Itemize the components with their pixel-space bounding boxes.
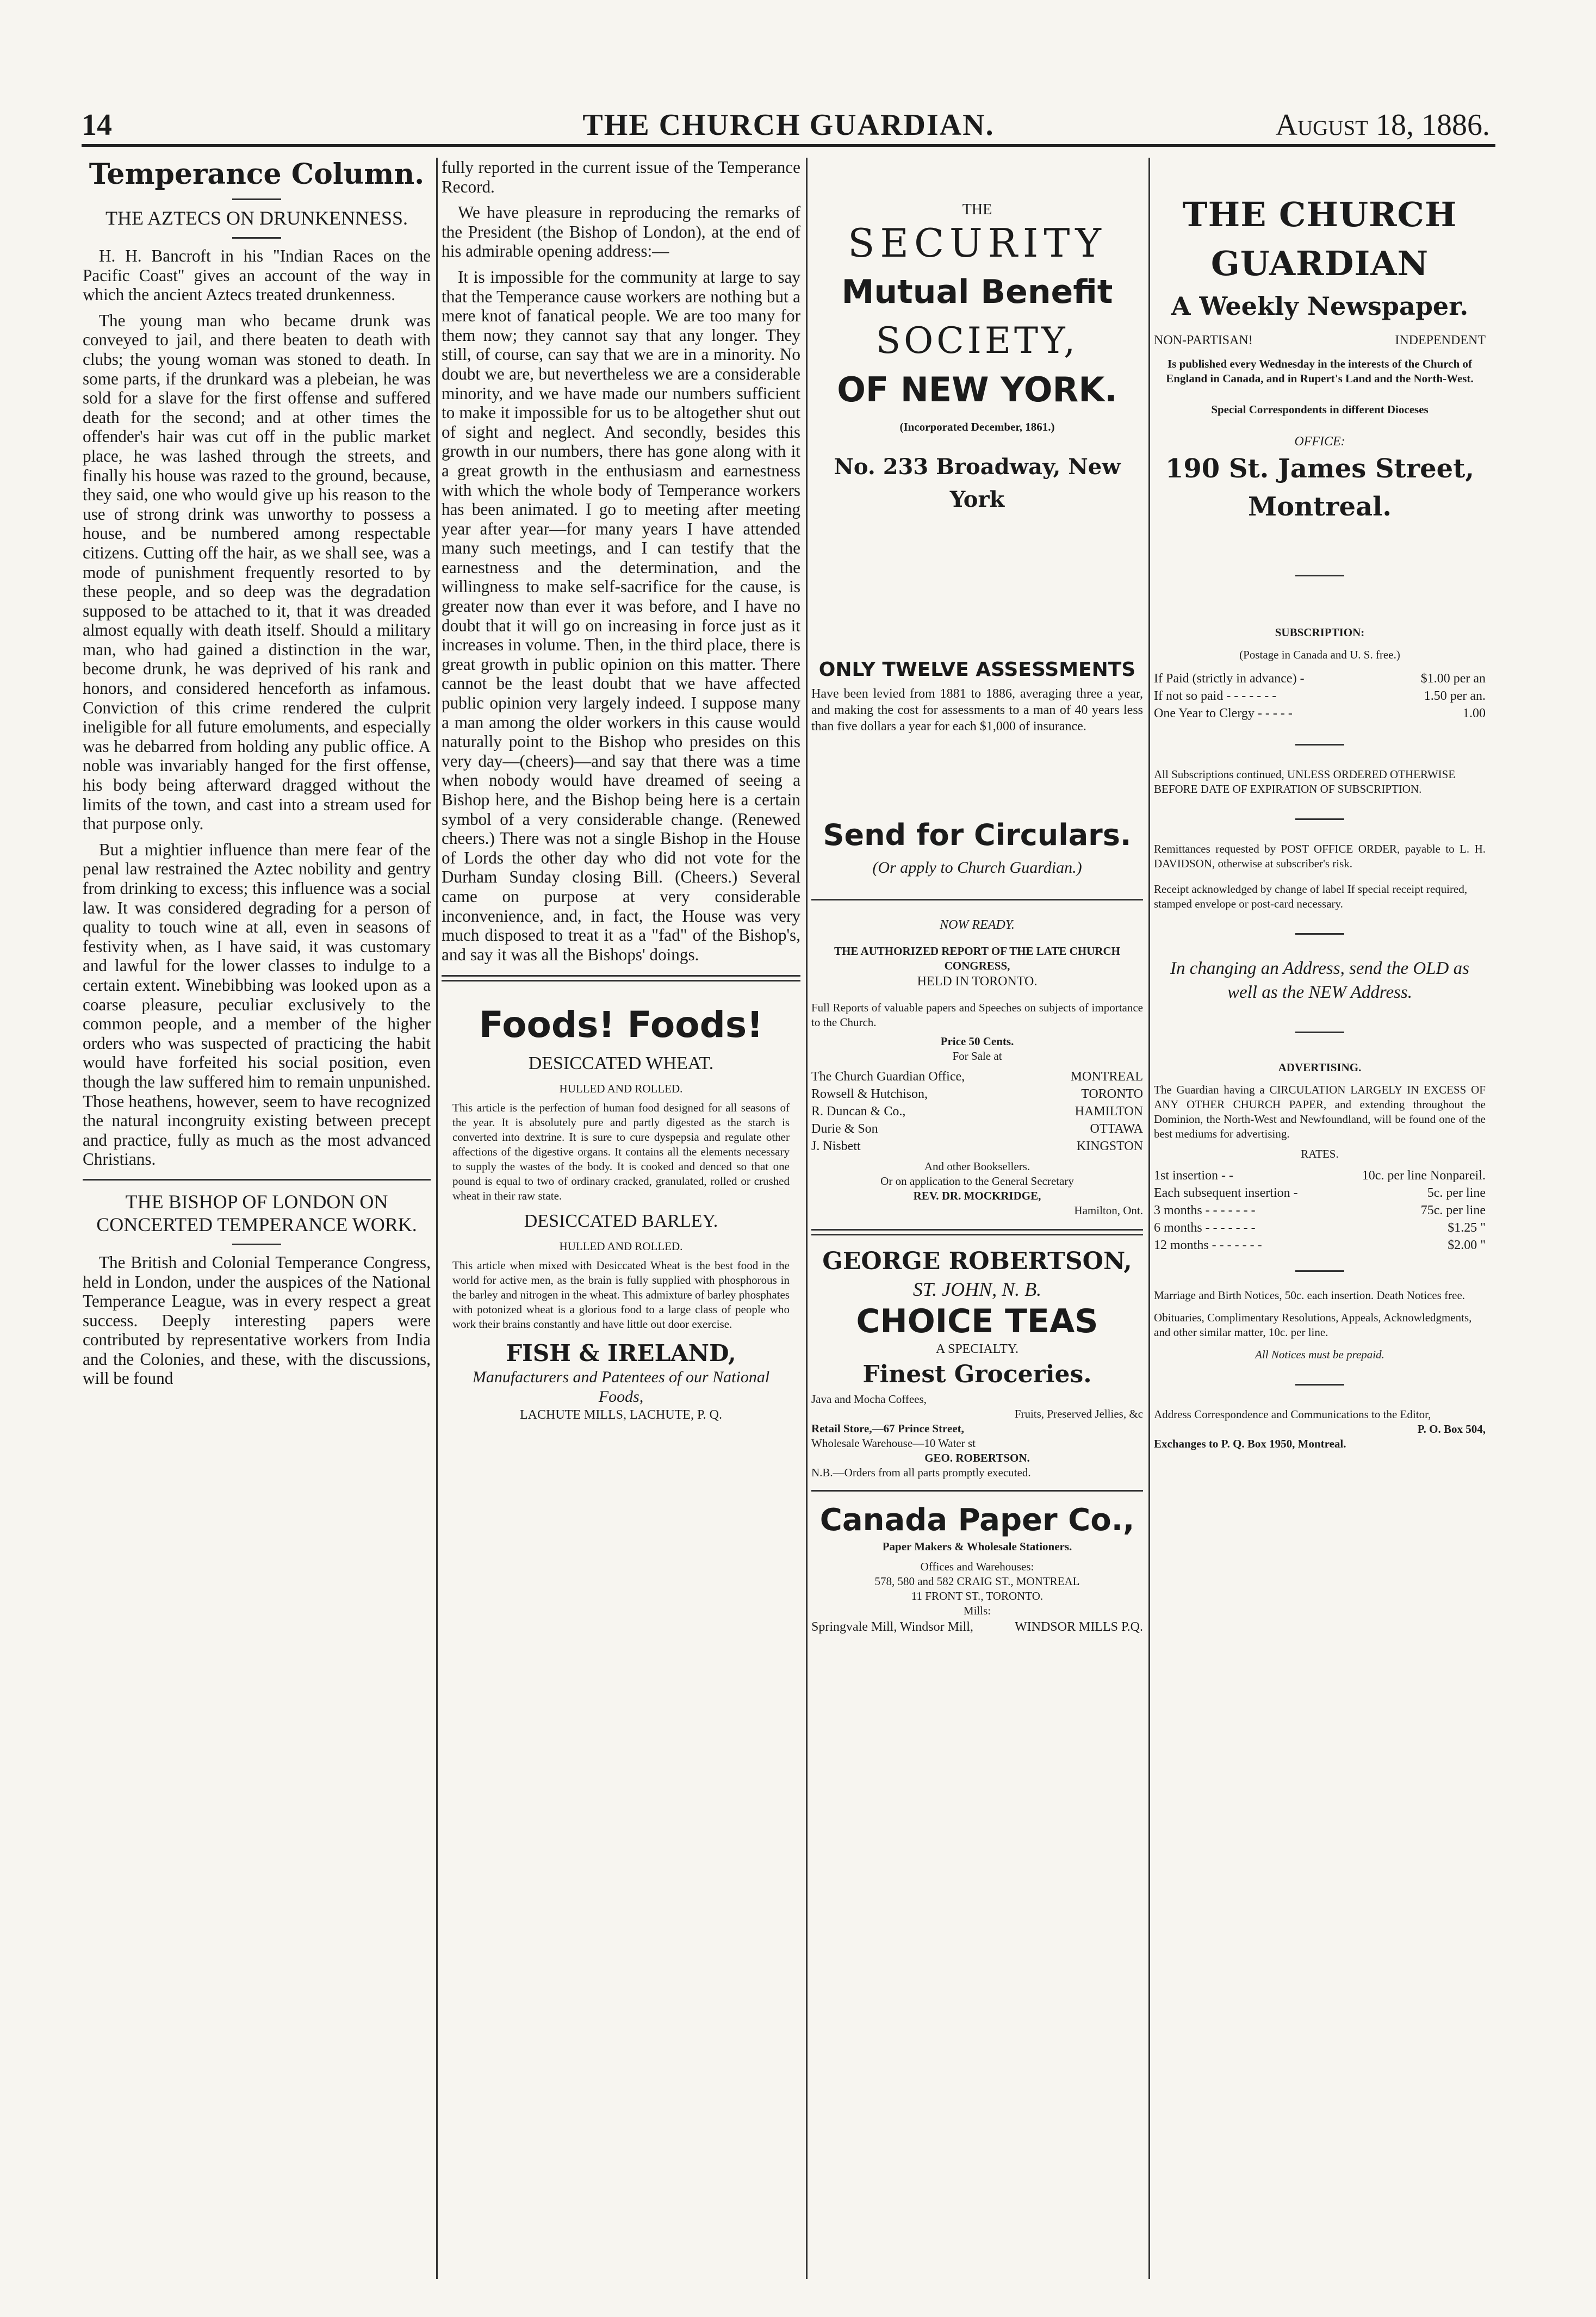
page-number: 14 bbox=[82, 108, 112, 142]
ad-maker: FISH & IRELAND, bbox=[506, 1340, 736, 1367]
ad-subtitle: HULLED AND ROLLED. bbox=[559, 1082, 683, 1096]
divider bbox=[1295, 1032, 1344, 1033]
seller-city: OTTAWA bbox=[1090, 1122, 1143, 1136]
rate-label: 12 months - - - - - - - bbox=[1154, 1238, 1262, 1252]
divider bbox=[1295, 1384, 1344, 1386]
report-secretary: REV. DR. MOCKRIDGE, bbox=[913, 1189, 1041, 1202]
po-box: P. O. Box 504, bbox=[1417, 1422, 1486, 1436]
divider bbox=[811, 1490, 1143, 1492]
robertson-signature: GEO. ROBERTSON. bbox=[924, 1451, 1030, 1464]
subscription-heading: SUBSCRIPTION: bbox=[1275, 626, 1365, 639]
ad-title-society: SOCIETY, bbox=[875, 320, 1079, 362]
guardian-title: THE CHURCH GUARDIAN bbox=[1182, 195, 1457, 283]
ad-product: DESICCATED BARLEY. bbox=[524, 1211, 718, 1232]
obituaries-note: Obituaries, Complimentary Resolutions, Appeals, Acknowledgments, and other similar matter, 10c. per line. bbox=[1154, 1311, 1472, 1339]
rate-value: $1.00 per an bbox=[1420, 672, 1486, 686]
foods-ad bbox=[442, 992, 800, 1423]
report-ad bbox=[811, 917, 1143, 1218]
report-title: THE AUTHORIZED REPORT OF THE LATE CHURCH CONGRESS, bbox=[834, 945, 1120, 972]
rate-value: 10c. per line Nonpareil. bbox=[1362, 1169, 1486, 1183]
column-divider bbox=[1148, 158, 1150, 2279]
divider bbox=[232, 198, 281, 200]
article-paragraph: But a mightier influence than mere fear of the penal law restrained the Aztec nobility and gentry from drinking to excess; this influence was a social law. It was considered degrading for a person of quality to touch wine at all, even in seasons of festivity when, as I have said, it was customary and lawful for the lower classes to indulge to a certain extent. Winebibbing was looked upon as a coarse pleasure, peculiar exclusively to the common people, and a member of the higher orders who was suspected of practicing the habit would have forfeited his social position, even though the law suffered him to remain unpunished. Those heathens, however, seem to have recognized the natural incongruity existing between precept and practice, fully as much as the most advanced Christians. bbox=[83, 840, 431, 1169]
rate-value: 1.50 per an. bbox=[1424, 689, 1486, 703]
paper-co-ad bbox=[811, 1501, 1143, 1636]
guardian-office-label: OFFICE: bbox=[1294, 434, 1345, 449]
divider bbox=[811, 899, 1143, 900]
seller-city: MONTREAL bbox=[1070, 1070, 1143, 1084]
report-other: And other Booksellers. bbox=[924, 1160, 1030, 1173]
divider bbox=[1295, 1270, 1344, 1272]
article-paragraph: H. H. Bancroft in his "Indian Races on the Pacific Coast" gives an account of the way in which the ancient Aztecs treated drunkenness. bbox=[83, 246, 431, 305]
section-title: Temperance Column. bbox=[89, 158, 425, 191]
guardian-independent: INDEPENDENT bbox=[1395, 333, 1486, 347]
ad-rate-row bbox=[1154, 1167, 1486, 1184]
marriage-notices: Marriage and Birth Notices, 50c. each insertion. Death Notices free. bbox=[1154, 1289, 1465, 1302]
divider bbox=[811, 1229, 1143, 1235]
paper-co-mill-row bbox=[811, 1618, 1143, 1636]
guardian-nonpartisan: NON-PARTISAN! bbox=[1154, 333, 1253, 347]
column-divider bbox=[436, 158, 438, 2279]
seller-row bbox=[811, 1085, 1143, 1103]
correspondence-note: Address Correspondence and Communications to the Editor, bbox=[1154, 1408, 1431, 1421]
paper-co-address: 578, 580 and 582 CRAIG ST., MONTREAL bbox=[874, 1575, 1080, 1588]
ad-text: This article is the perfection of human food designed for all seasons of the year. It is absolutely pure and partly digested as the starch is converted into dextrine. It is sure to cure dyspepsia and regulate other affections of the digestive organs. It contains all the elements necessary to supply the wastes of the body. It is cooked and denced so that one pound is equal to two of ordinary cracked, granulated, rolled or crushed wheat in their raw state. bbox=[452, 1101, 790, 1203]
ad-circulars: Send for Circulars. bbox=[823, 818, 1132, 852]
ad-rate-row bbox=[1154, 1237, 1486, 1254]
paper-co-sub: Paper Makers & Wholesale Stationers. bbox=[882, 1540, 1072, 1553]
seller-city: HAMILTON bbox=[1075, 1104, 1143, 1119]
guardian-office-address: 190 St. James Street, Montreal. bbox=[1165, 454, 1475, 522]
ad-title-newyork: OF NEW YORK. bbox=[837, 370, 1117, 409]
guardian-weekly: A Weekly Newspaper. bbox=[1171, 291, 1469, 321]
robertson-name: GEORGE ROBERTSON, bbox=[822, 1247, 1132, 1275]
column-temperance bbox=[83, 158, 431, 2284]
robertson-wholesale: Wholesale Warehouse—10 Water st bbox=[811, 1437, 976, 1450]
article-paragraph: The British and Colonial Temperance Congress, held in London, under the auspices of the National Temperance League, was in every respect a great success. Deeply interesting papers were contributed by representative workers from India and the Colonies, and these, with the discussions, will be found bbox=[83, 1252, 431, 1388]
article-paragraph: It is impossible for the community at large to say that the Temperance cause workers are nothing but a mere knot of fanatical people. We are too many for them now; they cannot say that any longer. They still, of course, can say that we are in a minority. No doubt we are, but nevertheless we are a considerable minority, and we have made our numbers sufficient to make it impossible for us to be altogether shut out of sight and neglect. And secondly, besides this growth in our numbers, there has gone along with it a great growth in the enthusiasm and earnestness with which the whole body of Temperance workers has been animated. I go to meeting after meeting year after year—for many years I have attended many such meetings, and I can testify that the earnestness and the determination, and the willingness to make self-sacrifice for the cause, is greater now than ever it was before, and I have no doubt that it will go on increasing in force just as it increases in volume. Then, in the third place, there is great growth in public opinion on this matter. There cannot be the least doubt that we have affected public opinion very largely indeed. I suppose many a man among the older workers in this cause would naturally point to the Bishop who presides on this very day—(cheers)—and say that there was a time when nobody would have dreamed of seeing a Bishop here, and the Bishop being here is a certain symbol of a very considerable change. (Renewed cheers.) There was not a single Bishop in the House of Lords the other day who did not vote for the Durham Sunday closing Bill. (Cheers.) Several came on purpose at very considerable inconvenience, and, in fact, the House was very much disposed to treat it as a "fad" of the Bishop's, and say it was all the Bishops' doings. bbox=[442, 267, 800, 964]
rate-label: 3 months - - - - - - - bbox=[1154, 1203, 1256, 1217]
subscription-rate-row bbox=[1154, 687, 1486, 705]
rate-label: 1st insertion - - bbox=[1154, 1169, 1233, 1183]
paper-co-name: Canada Paper Co., bbox=[819, 1502, 1135, 1538]
article-heading: THE BISHOP OF LONDON ON CONCERTED TEMPERANCE WORK. bbox=[96, 1190, 417, 1235]
robertson-specialty: A SPECIALTY. bbox=[935, 1342, 1019, 1356]
ad-incorporated: (Incorporated December, 1861.) bbox=[899, 420, 1055, 433]
report-apply: Or on application to the General Secretary bbox=[880, 1175, 1074, 1188]
report-for-sale: For Sale at bbox=[952, 1049, 1002, 1063]
ad-headline: Foods! Foods! bbox=[479, 1004, 763, 1046]
seller-row bbox=[811, 1103, 1143, 1120]
rate-label: 6 months - - - - - - - bbox=[1154, 1221, 1256, 1235]
paper-co-offices: Offices and Warehouses: bbox=[920, 1560, 1034, 1573]
ad-address: No. 233 Broadway, New York bbox=[834, 454, 1121, 512]
guardian-published: Is published every Wednesday in the interests of the Church of England in Canada, and in Rupert's Land and the North-West. bbox=[1166, 357, 1474, 385]
remittances-note: Remittances requested by POST OFFICE ORDER, payable to L. H. DAVIDSON, otherwise at subscriber's risk. bbox=[1154, 842, 1486, 870]
seller-row bbox=[811, 1138, 1143, 1155]
paper-co-mill: Springvale Mill, Windsor Mill, bbox=[811, 1620, 973, 1634]
paper-co-mill: WINDSOR MILLS P.Q. bbox=[1014, 1620, 1143, 1634]
guardian-tagline bbox=[1154, 332, 1486, 349]
report-price: Price 50 Cents. bbox=[940, 1035, 1014, 1048]
column-guardian-info bbox=[1154, 158, 1486, 2284]
ad-rate-row bbox=[1154, 1184, 1486, 1202]
article-paragraph: fully reported in the current issue of the Temperance Record. bbox=[442, 158, 800, 196]
rate-value: 5c. per line bbox=[1427, 1186, 1486, 1200]
change-address-note: In changing an Address, send the OLD as well as the NEW Address. bbox=[1170, 959, 1469, 1002]
guardian-correspondents: Special Correspondents in different Dioceses bbox=[1211, 403, 1429, 416]
seller-city: KINGSTON bbox=[1076, 1139, 1143, 1153]
column-advertisements bbox=[811, 158, 1143, 2284]
article-paragraph: We have pleasure in reproducing the remarks of the President (the Bishop of London), at the end of his admirable opening address:— bbox=[442, 203, 800, 261]
robertson-city: ST. JOHN, N. B. bbox=[912, 1278, 1042, 1300]
report-now-ready: NOW READY. bbox=[940, 918, 1015, 932]
rate-label: One Year to Clergy - - - - - bbox=[1154, 706, 1293, 720]
rate-value: $2.00 " bbox=[1448, 1238, 1486, 1252]
ad-rate-row bbox=[1154, 1202, 1486, 1219]
exchanges-note: Exchanges to P. Q. Box 1950, Montreal. bbox=[1154, 1437, 1346, 1450]
seller-name: J. Nisbett bbox=[811, 1139, 861, 1153]
ad-assessments-head: ONLY TWELVE ASSESSMENTS bbox=[818, 659, 1136, 681]
ad-apply: (Or apply to Church Guardian.) bbox=[872, 859, 1082, 877]
issue-date: August 18, 1886. bbox=[1275, 108, 1490, 142]
seller-row bbox=[811, 1120, 1143, 1138]
report-secretary-city: Hamilton, Ont. bbox=[1074, 1204, 1143, 1217]
divider bbox=[1295, 744, 1344, 746]
receipt-note: Receipt acknowledged by change of label If special receipt required, stamped envelope or post-card necessary. bbox=[1154, 883, 1468, 910]
rates-heading: RATES. bbox=[1301, 1147, 1339, 1160]
divider bbox=[232, 237, 281, 239]
robertson-teas: CHOICE TEAS bbox=[856, 1302, 1098, 1340]
paper-name: THE CHURCH GUARDIAN. bbox=[582, 108, 995, 142]
rate-label: If Paid (strictly in advance) - bbox=[1154, 672, 1305, 686]
ad-product: DESICCATED WHEAT. bbox=[528, 1053, 714, 1074]
robertson-retail: Retail Store,—67 Prince Street, bbox=[811, 1422, 964, 1435]
rate-value: 1.00 bbox=[1463, 706, 1486, 720]
rate-value: $1.25 " bbox=[1448, 1221, 1486, 1235]
robertson-fruits: Fruits, Preserved Jellies, &c bbox=[1014, 1407, 1143, 1420]
ad-subtitle: HULLED AND ROLLED. bbox=[559, 1240, 683, 1253]
ad-title-mutual: Mutual Benefit bbox=[841, 273, 1113, 311]
divider bbox=[83, 1179, 431, 1181]
subscription-rate-row bbox=[1154, 705, 1486, 722]
ad-maker-address: LACHUTE MILLS, LACHUTE, P. Q. bbox=[520, 1408, 722, 1422]
robertson-coffees: Java and Mocha Coffees, bbox=[811, 1393, 927, 1406]
divider bbox=[1295, 818, 1344, 820]
ad-rate-row bbox=[1154, 1219, 1486, 1237]
robertson-ad bbox=[811, 1246, 1143, 1480]
subscription-continued: All Subscriptions continued, UNLESS ORDERED OTHERWISE BEFORE DATE OF EXPIRATION OF SUBSCRIPTION. bbox=[1154, 768, 1456, 796]
subscription-rate-row bbox=[1154, 670, 1486, 687]
divider bbox=[1295, 933, 1344, 935]
masthead bbox=[82, 106, 1495, 147]
ad-text: This article when mixed with Desiccated Wheat is the best food in the world for active men, as the brain is fully supplied with phosphorous in the barley and nitrogen in the wheat. This admixture of barley phosphates with potonized wheat is a glorious food to a large class of people who work their brains constantly and have little out door exercise. bbox=[452, 1259, 790, 1331]
report-description: Full Reports of valuable papers and Speeches on subjects of importance to the Church. bbox=[811, 1001, 1143, 1029]
rate-label: Each subsequent insertion - bbox=[1154, 1186, 1298, 1200]
article-heading: THE AZTECS ON DRUNKENNESS. bbox=[105, 207, 408, 229]
paper-co-mills: Mills: bbox=[963, 1604, 991, 1617]
rate-value: 75c. per line bbox=[1420, 1203, 1486, 1217]
seller-row bbox=[811, 1068, 1143, 1085]
column-divider bbox=[806, 158, 808, 2279]
rate-label: If not so paid - - - - - - - bbox=[1154, 689, 1277, 703]
column-bishop-address bbox=[442, 158, 800, 2284]
prepaid-note: All Notices must be prepaid. bbox=[1255, 1348, 1384, 1361]
seller-name: R. Duncan & Co., bbox=[811, 1104, 906, 1119]
ad-the: THE bbox=[962, 201, 992, 218]
report-held: HELD IN TORONTO. bbox=[917, 974, 1038, 989]
robertson-groceries: Finest Groceries. bbox=[862, 1361, 1092, 1388]
seller-name: Durie & Son bbox=[811, 1122, 878, 1136]
divider bbox=[442, 975, 800, 982]
seller-name: Rowsell & Hutchison, bbox=[811, 1087, 928, 1101]
seller-city: TORONTO bbox=[1081, 1087, 1143, 1101]
paper-co-address: 11 FRONT ST., TORONTO. bbox=[911, 1589, 1044, 1602]
security-ad bbox=[811, 201, 1143, 877]
subscription-postage: (Postage in Canada and U. S. free.) bbox=[1239, 648, 1400, 661]
divider bbox=[1295, 575, 1344, 576]
ad-assessments-text: Have been levied from 1881 to 1886, averaging three a year, and making the cost for assessments to a man of 40 years less than five dollars a year for each $1,000 of insurance. bbox=[811, 687, 1143, 734]
advertising-text: The Guardian having a CIRCULATION LARGELY IN EXCESS OF ANY OTHER CHURCH PAPER, and extending throughout the Dominion, the North-West and Newfoundland, will be found one of the best mediums for advertising. bbox=[1154, 1083, 1486, 1140]
seller-name: The Church Guardian Office, bbox=[811, 1070, 965, 1084]
advertising-heading: ADVERTISING. bbox=[1278, 1061, 1362, 1074]
ad-title-security: SECURITY bbox=[848, 220, 1107, 266]
article-paragraph: The young man who became drunk was conveyed to jail, and there beaten to death with clubs; the young woman was stoned to death. In some parts, if the drunkard was a plebeian, he was sold for a slave for the first offense and suffered death for the second; and at other times the offender's hair was cut off in the public market place, he was lashed through the streets, and finally his house was razed to the ground, because, they said, one who would give up his reason to the use of strong drink was unworthy to possess a house, and be numbered among respectable citizens. Cutting off the hair, as we shall see, was a mode of punishment frequently resorted to by these people, and so deep was the degradation supposed to be attached to it, that it was dreaded almost equally with death itself. Should a military man, who had gained a distinction in the war, become drunk, he was deprived of his rank and honors, and considered henceforth as infamous. Conviction of this crime rendered the culprit ineligible for all future emoluments, and especially was he debarred from holding any public office. A noble was invariably hanged for the first offense, his body being afterward dragged without the limits of the town, and cast into a stream used for that purpose only. bbox=[83, 310, 431, 834]
robertson-nb: N.B.—Orders from all parts promptly executed. bbox=[811, 1466, 1031, 1479]
divider bbox=[232, 1244, 281, 1245]
ad-maker-sub: Manufacturers and Patentees of our National Foods, bbox=[472, 1368, 770, 1406]
